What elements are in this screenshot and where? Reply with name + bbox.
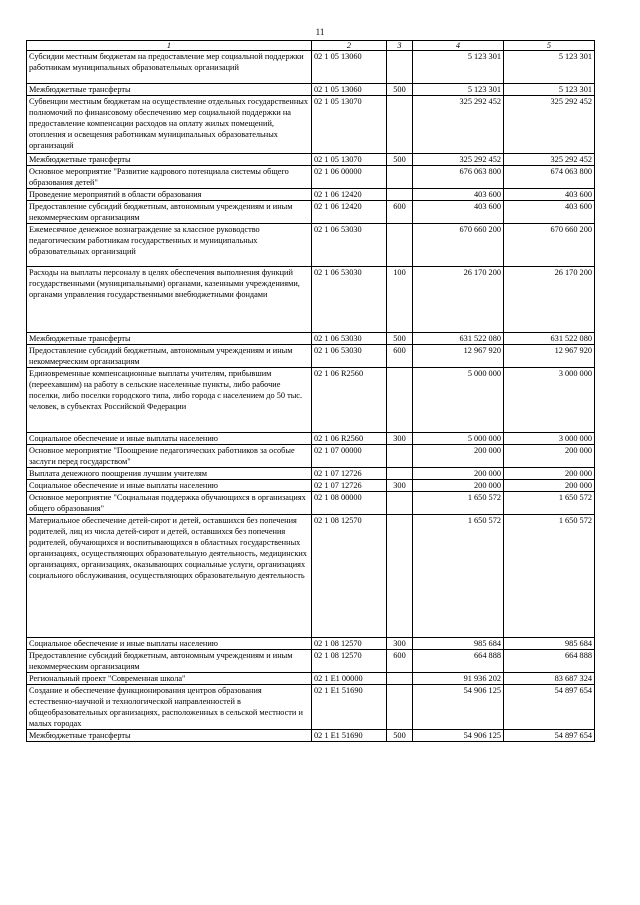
row-code-cell: 02 1 08 00000	[312, 492, 387, 515]
row-value-col4-cell: 26 170 200	[413, 267, 504, 333]
row-code-cell: 02 1 08 12570	[312, 638, 387, 650]
row-code-cell: 02 1 06 R2560	[312, 368, 387, 433]
row-value-col5-cell: 670 660 200	[504, 224, 595, 267]
row-value-col5-cell: 200 000	[504, 480, 595, 492]
row-value-col4-cell: 200 000	[413, 445, 504, 468]
row-type-cell: 500	[387, 730, 413, 742]
row-value-col4-cell: 670 660 200	[413, 224, 504, 267]
row-code-cell: 02 1 06 53030	[312, 224, 387, 267]
table-row	[27, 201, 595, 224]
table-row	[27, 189, 595, 201]
table-row	[27, 638, 595, 650]
budget-table-body	[27, 41, 595, 742]
row-name-cell: Социальное обеспечение и иные выплаты населению	[27, 480, 312, 492]
row-name-cell: Создание и обеспечение функционирования центров образования естественно-научной и технологической направленностей в общеобразовательных организациях, расположенных в сельской местности и малых городах	[27, 685, 312, 730]
row-value-col4-cell: 1 650 572	[413, 492, 504, 515]
row-value-col4-cell: 403 600	[413, 201, 504, 224]
row-type-cell	[387, 166, 413, 189]
row-value-col5-cell: 403 600	[504, 201, 595, 224]
row-value-col5-cell: 3 000 000	[504, 368, 595, 433]
table-row	[27, 433, 595, 445]
row-value-col5-cell: 5 123 301	[504, 51, 595, 84]
row-value-col5-cell: 985 684	[504, 638, 595, 650]
row-name-cell: Межбюджетные трансферты	[27, 154, 312, 166]
row-value-col5-cell: 200 000	[504, 445, 595, 468]
row-type-cell	[387, 189, 413, 201]
row-code-cell: 02 1 06 R2560	[312, 433, 387, 445]
row-code-cell: 02 1 05 13060	[312, 84, 387, 96]
row-type-cell	[387, 685, 413, 730]
row-value-col4-cell: 631 522 080	[413, 333, 504, 345]
row-type-cell: 300	[387, 638, 413, 650]
row-name-cell: Ежемесячное денежное вознаграждение за классное руководство педагогическим работникам государственных и муниципальных образовательных организаций	[27, 224, 312, 267]
row-code-cell: 02 1 06 53030	[312, 333, 387, 345]
table-row	[27, 96, 595, 154]
table-row	[27, 445, 595, 468]
row-value-col4-cell: 91 936 202	[413, 673, 504, 685]
row-code-cell: 02 1 E1 51690	[312, 685, 387, 730]
row-type-cell: 600	[387, 201, 413, 224]
row-type-cell	[387, 368, 413, 433]
row-value-col5-cell: 325 292 452	[504, 154, 595, 166]
row-value-col5-cell: 200 000	[504, 468, 595, 480]
row-value-col4-cell: 985 684	[413, 638, 504, 650]
row-value-col5-cell: 664 888	[504, 650, 595, 673]
table-row	[27, 224, 595, 267]
row-name-cell: Основное мероприятие "Развитие кадрового потенциала системы общего образования детей"	[27, 166, 312, 189]
row-type-cell	[387, 224, 413, 267]
row-name-cell: Региональный проект "Современная школа"	[27, 673, 312, 685]
row-name-cell: Расходы на выплаты персоналу в целях обеспечения выполнения функций государственными (муниципальными) органами, казенными учреждениями, органами управления государственными внебюджетными фондами	[27, 267, 312, 333]
page-number: 11	[315, 27, 325, 37]
table-row	[27, 730, 595, 742]
row-code-cell: 02 1 07 12726	[312, 468, 387, 480]
row-code-cell: 02 1 06 00000	[312, 166, 387, 189]
column-number-1: 1	[27, 41, 312, 51]
row-value-col4-cell: 676 063 800	[413, 166, 504, 189]
row-name-cell: Предоставление субсидий бюджетным, автономным учреждениям и иным некоммерческим организациям	[27, 650, 312, 673]
row-code-cell: 02 1 05 13060	[312, 51, 387, 84]
row-value-col5-cell: 26 170 200	[504, 267, 595, 333]
row-name-cell: Социальное обеспечение и иные выплаты населению	[27, 433, 312, 445]
table-row	[27, 84, 595, 96]
row-value-col5-cell: 403 600	[504, 189, 595, 201]
row-name-cell: Межбюджетные трансферты	[27, 730, 312, 742]
row-code-cell: 02 1 06 12420	[312, 189, 387, 201]
table-row	[27, 515, 595, 638]
row-code-cell: 02 1 E1 00000	[312, 673, 387, 685]
row-value-col4-cell: 200 000	[413, 468, 504, 480]
row-type-cell	[387, 515, 413, 638]
row-value-col5-cell: 3 000 000	[504, 433, 595, 445]
row-name-cell: Материальное обеспечение детей-сирот и детей, оставшихся без попечения родителей, лиц из числа детей-сирот и детей, оставшихся без попечения родителей, обучающихся и воспитывающихся в областных государственных организациях, осуществляющих образовательную деятельность, медицинских организациях, организациях, оказывающих социальные услуги, организациях социального обслуживания, осуществляющих образовательную деятельность	[27, 515, 312, 638]
table-row	[27, 333, 595, 345]
row-value-col5-cell: 12 967 920	[504, 345, 595, 368]
table-row	[27, 154, 595, 166]
row-name-cell: Выплата денежного поощрения лучшим учителям	[27, 468, 312, 480]
row-name-cell: Основное мероприятие "Поощрение педагогических работников за особые заслуги перед государством"	[27, 445, 312, 468]
row-code-cell: 02 1 05 13070	[312, 96, 387, 154]
budget-table	[26, 40, 595, 742]
row-value-col5-cell: 1 650 572	[504, 515, 595, 638]
row-name-cell: Предоставление субсидий бюджетным, автономным учреждениям и иным некоммерческим организациям	[27, 201, 312, 224]
row-code-cell: 02 1 07 12726	[312, 480, 387, 492]
row-type-cell: 500	[387, 154, 413, 166]
table-row	[27, 685, 595, 730]
row-name-cell: Межбюджетные трансферты	[27, 333, 312, 345]
row-name-cell: Субвенции местным бюджетам на осуществление отдельных государственных полномочий по финансовому обеспечению мер социальной поддержки на предоставление компенсации расходов на оплату жилых помещений, отопления и освещения работникам муниципальных образовательных организаций	[27, 96, 312, 154]
row-name-cell: Субсидии местным бюджетам на предоставление мер социальной поддержки работникам муниципальных образовательных организаций	[27, 51, 312, 84]
row-name-cell: Единовременные компенсационные выплаты учителям, прибывшим (переехавшим) на работу в сельские населенные пункты, либо рабочие поселки, либо поселки городского типа, либо города с населением до 50 тыс. человек, в субъектах Российской Федерации	[27, 368, 312, 433]
row-value-col5-cell: 5 123 301	[504, 84, 595, 96]
table-row	[27, 166, 595, 189]
table-row	[27, 650, 595, 673]
column-number-5: 5	[504, 41, 595, 51]
table-row	[27, 345, 595, 368]
row-value-col5-cell: 674 063 800	[504, 166, 595, 189]
row-value-col5-cell: 54 897 654	[504, 685, 595, 730]
table-row	[27, 51, 595, 84]
row-value-col4-cell: 5 000 000	[413, 433, 504, 445]
column-number-4: 4	[413, 41, 504, 51]
row-value-col4-cell: 325 292 452	[413, 154, 504, 166]
row-type-cell	[387, 673, 413, 685]
row-name-cell: Межбюджетные трансферты	[27, 84, 312, 96]
row-value-col5-cell: 631 522 080	[504, 333, 595, 345]
row-value-col4-cell: 664 888	[413, 650, 504, 673]
row-type-cell	[387, 51, 413, 84]
row-value-col5-cell: 325 292 452	[504, 96, 595, 154]
table-row	[27, 673, 595, 685]
row-code-cell: 02 1 06 53030	[312, 345, 387, 368]
table-row	[27, 480, 595, 492]
row-value-col4-cell: 325 292 452	[413, 96, 504, 154]
row-type-cell: 100	[387, 267, 413, 333]
row-type-cell: 500	[387, 84, 413, 96]
row-type-cell	[387, 492, 413, 515]
row-value-col4-cell: 5 123 301	[413, 84, 504, 96]
row-type-cell: 600	[387, 345, 413, 368]
row-value-col4-cell: 54 906 125	[413, 685, 504, 730]
column-number-2: 2	[312, 41, 387, 51]
row-code-cell: 02 1 06 12420	[312, 201, 387, 224]
table-row	[27, 368, 595, 433]
row-value-col4-cell: 5 123 301	[413, 51, 504, 84]
row-type-cell	[387, 445, 413, 468]
row-name-cell: Основное мероприятие "Социальная поддержка обучающихся в организациях общего образования"	[27, 492, 312, 515]
row-name-cell: Предоставление субсидий бюджетным, автономным учреждениям и иным некоммерческим организациям	[27, 345, 312, 368]
row-code-cell: 02 1 06 53030	[312, 267, 387, 333]
row-type-cell	[387, 96, 413, 154]
row-code-cell: 02 1 08 12570	[312, 515, 387, 638]
row-name-cell: Социальное обеспечение и иные выплаты населению	[27, 638, 312, 650]
row-type-cell: 300	[387, 433, 413, 445]
row-name-cell: Проведение мероприятий в области образования	[27, 189, 312, 201]
row-value-col4-cell: 5 000 000	[413, 368, 504, 433]
row-type-cell: 300	[387, 480, 413, 492]
row-value-col4-cell: 200 000	[413, 480, 504, 492]
row-code-cell: 02 1 E1 51690	[312, 730, 387, 742]
row-value-col4-cell: 1 650 572	[413, 515, 504, 638]
row-value-col4-cell: 403 600	[413, 189, 504, 201]
row-type-cell: 600	[387, 650, 413, 673]
row-code-cell: 02 1 05 13070	[312, 154, 387, 166]
row-type-cell	[387, 468, 413, 480]
column-number-row	[27, 41, 595, 51]
row-value-col5-cell: 1 650 572	[504, 492, 595, 515]
row-value-col5-cell: 54 897 654	[504, 730, 595, 742]
row-value-col4-cell: 12 967 920	[413, 345, 504, 368]
row-value-col5-cell: 83 687 324	[504, 673, 595, 685]
table-row	[27, 468, 595, 480]
table-row	[27, 267, 595, 333]
column-number-3: 3	[387, 41, 413, 51]
row-type-cell: 500	[387, 333, 413, 345]
row-value-col4-cell: 54 906 125	[413, 730, 504, 742]
row-code-cell: 02 1 08 12570	[312, 650, 387, 673]
row-code-cell: 02 1 07 00000	[312, 445, 387, 468]
table-row	[27, 492, 595, 515]
